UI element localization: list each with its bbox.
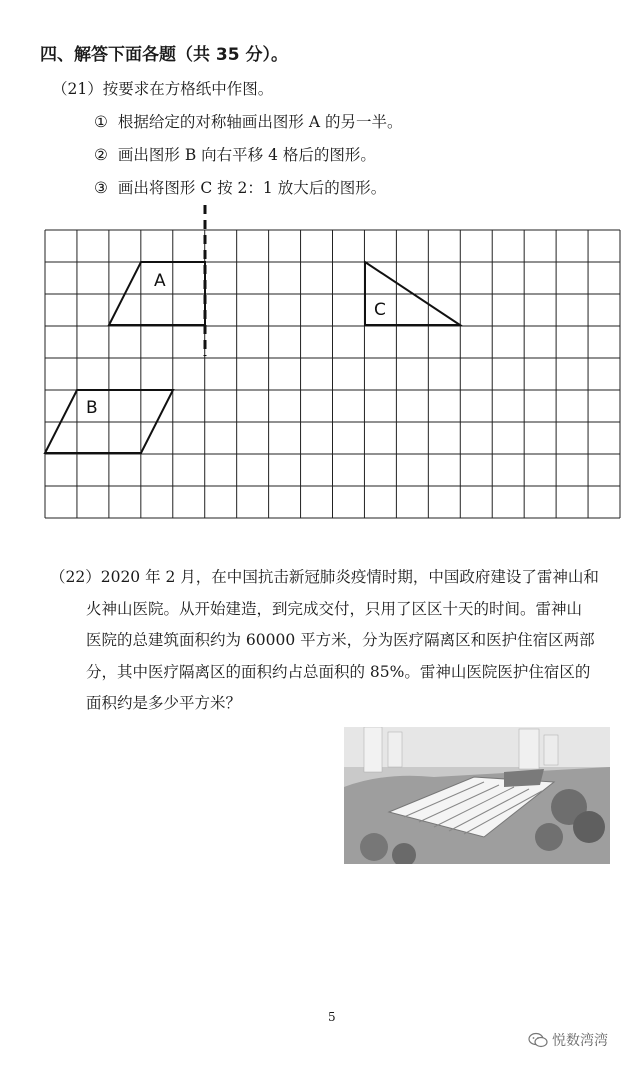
shape-b-label: B: [86, 398, 98, 418]
step-text: 画出将图形 C 按 2：1 放大后的图形。: [117, 179, 387, 197]
page-number: 5: [328, 1010, 336, 1024]
watermark: [528, 1030, 608, 1050]
question-22-line: 医院的总建筑面积约为 60000 平方米，分为医疗隔离区和医护住宿区两部: [86, 631, 595, 649]
hospital-aerial-illustration: [344, 727, 610, 864]
step-number: ①: [94, 113, 108, 131]
section-title: 四、解答下面各题（共 35 分）。: [40, 45, 288, 65]
question-21-heading: （21）按要求在方格纸中作图。: [52, 80, 274, 98]
step-text: 根据给定的对称轴画出图形 A 的另一半。: [117, 113, 403, 131]
watermark-text: 悦数湾湾: [552, 1033, 608, 1049]
question-22-line: 火神山医院。从开始建造，到完成交付，只用了区区十天的时间。雷神山: [86, 599, 583, 618]
step-text: 画出图形 B 向右平移 4 格后的图形。: [117, 146, 376, 164]
question-22-line: 面积约是多少平方米？: [86, 694, 242, 712]
shape-c-label: C: [374, 300, 386, 320]
grid-lines: [45, 230, 620, 518]
hospital-aerial-photo: [344, 727, 610, 864]
step-number: ②: [94, 146, 108, 164]
step-number: ③: [94, 179, 108, 197]
question-22-line: （22）2020 年 2 月，在中国抗击新冠肺炎疫情时期，中国政府建设了雷神山和: [50, 568, 599, 586]
question-22-line: 分，其中医疗隔离区的面积约占总面积的 85%。雷神山医院医护住宿区的: [86, 662, 591, 681]
shape-a-label: A: [154, 271, 166, 291]
wechat-icon: [528, 1032, 548, 1048]
question-22: [50, 562, 610, 720]
